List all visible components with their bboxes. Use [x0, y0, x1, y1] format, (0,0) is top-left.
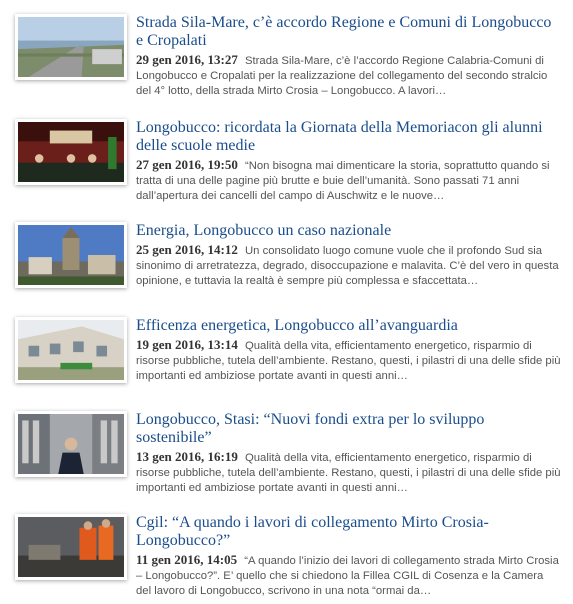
article-thumbnail[interactable] [15, 411, 127, 477]
list-item [0, 222, 573, 312]
article-excerpt: Qualità della vita, efficientamento energetico, risparmio di risorse pubbliche, tutela dell’ambiente. Restano, questi, i pilastri di una delle sfide più importanti ed ambiziose portate avanti in questi anni… [136, 340, 561, 382]
article-title-link[interactable]: Strada Sila-Mare, c’è accordo Regione e Comuni di Longobucco e Cropalati [136, 14, 552, 49]
road-landscape-photo-icon [18, 17, 124, 77]
article-excerpt: “A quando l’inizio dei lavori di collegamento strada Mirto Crosia – Longobucco?”. E’ quello che si chiedono la Fillea CGIL di Cosenza e la Camera del lavoro di Longobucco, scrivono in una nota “ormai da… [136, 555, 559, 597]
article-title-link[interactable]: Energia, Longobucco un caso nazionale [136, 222, 392, 239]
article-meta [136, 552, 561, 599]
building-photo-icon [18, 320, 124, 380]
article-date: 11 gen 2016, 14:05 [136, 552, 238, 567]
article-excerpt: Un consolidato luogo comune vuole che il profondo Sud sia sinonimo di arretratezza, degrado, disoccupazione e malavita. C’è del vero in questa opinione, e tuttavia la realtà è sempre più complessa e sfaccettata… [136, 245, 559, 287]
article-meta [136, 449, 561, 496]
article-date: 25 gen 2016, 14:12 [136, 242, 238, 257]
article-excerpt: Qualità della vita, efficientamento energetico, risparmio di risorse pubbliche, tutela dell’ambiente. Restano, questi, i pilastri di una delle sfide più importanti ed ambiziose portate avanti in questi anni… [136, 452, 561, 494]
article-date: 27 gen 2016, 19:50 [136, 157, 238, 172]
article-date: 29 gen 2016, 13:27 [136, 52, 238, 67]
politician-photo-icon [18, 414, 124, 474]
list-item [0, 119, 573, 209]
article-title-link[interactable]: Efficenza energetica, Longobucco all’avanguardia [136, 317, 458, 334]
article-thumbnail[interactable] [15, 222, 127, 288]
road-workers-photo-icon [18, 517, 124, 577]
article-meta [136, 337, 561, 384]
article-title-link[interactable]: Longobucco: ricordata la Giornata della Memoriacon gli alunni delle scuole medie [136, 119, 543, 154]
article-meta [136, 157, 561, 204]
list-item [0, 514, 573, 604]
article-meta [136, 242, 561, 289]
article-excerpt: Strada Sila-Mare, c’è l’accordo Regione Calabria-Comuni di Longobucco e Cropalati per la realizzazione del collegamento del secondo stralcio del 4° lotto, della strada Mirto Crosia – Longobucco. A lavori… [136, 55, 548, 97]
article-thumbnail[interactable] [15, 119, 127, 185]
list-item [0, 411, 573, 501]
article-title-link[interactable]: Cgil: “A quando i lavori di collegamento Mirto Crosia-Longobucco?” [136, 514, 489, 549]
article-meta [136, 52, 561, 99]
article-title-link[interactable]: Longobucco, Stasi: “Nuovi fondi extra per lo sviluppo sostenibile” [136, 411, 485, 446]
list-item [0, 14, 573, 104]
article-thumbnail[interactable] [15, 317, 127, 383]
article-excerpt: “Non bisogna mai dimenticare la storia, soprattutto quando si tratta di una delle pagine più brutte e buie dell’umanità. Sono passati 71 anni dall’apertura dei cancelli del campo di Auschwitz e le nuove… [136, 160, 550, 202]
school-stage-photo-icon [18, 122, 124, 182]
church-tower-photo-icon [18, 225, 124, 285]
article-thumbnail[interactable] [15, 514, 127, 580]
article-thumbnail[interactable] [15, 14, 127, 80]
list-item [0, 317, 573, 407]
article-date: 19 gen 2016, 13:14 [136, 337, 238, 352]
article-date: 13 gen 2016, 16:19 [136, 449, 238, 464]
